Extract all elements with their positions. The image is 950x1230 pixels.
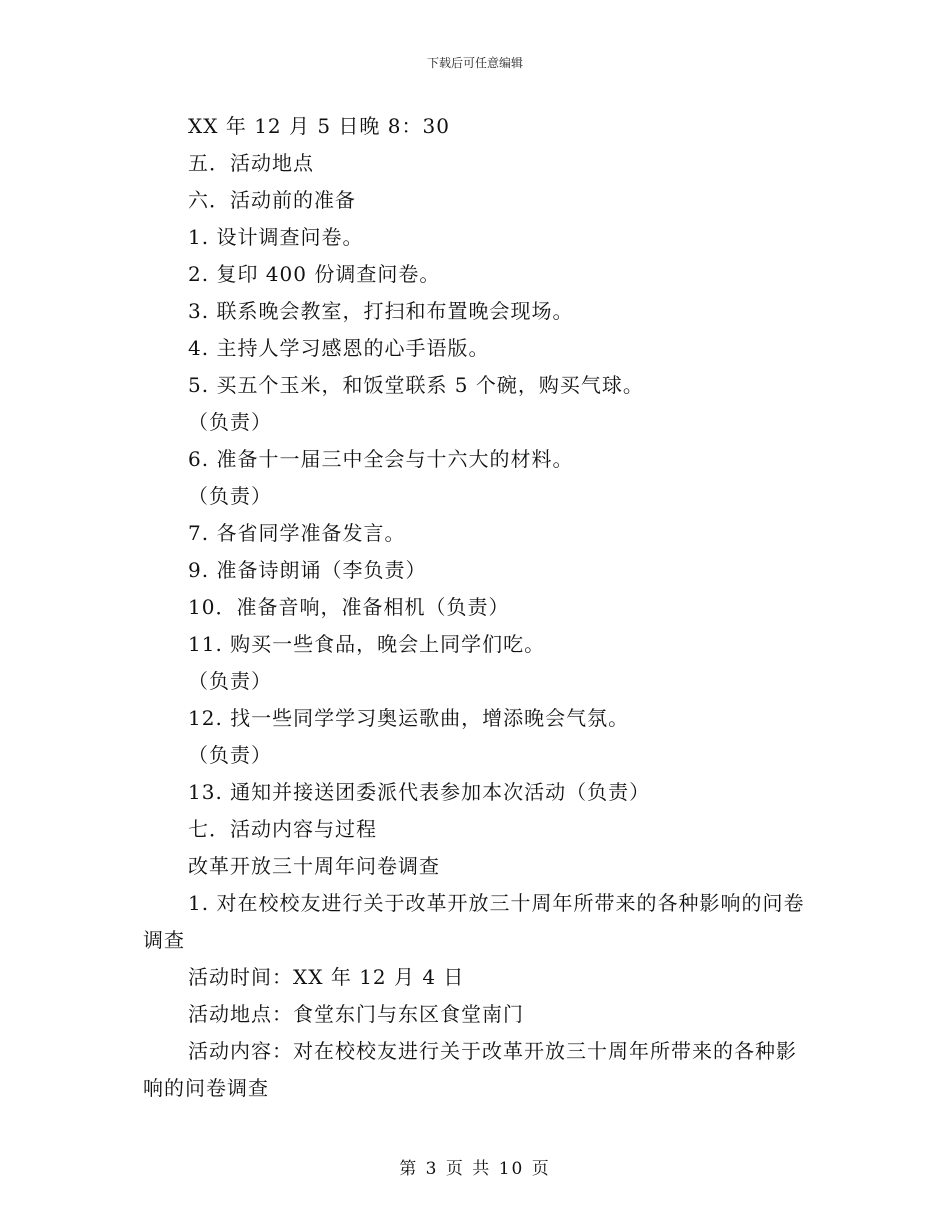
text-line: 活动时间：XX 年 12 月 4 日 xyxy=(188,965,465,989)
list-item: 4. 主持人学习感恩的心手语版。 xyxy=(188,336,490,360)
text-line: 活动地点：食堂东门与东区食堂南门 xyxy=(188,1002,524,1026)
page-footer: 第 3 页 共 10 页 xyxy=(399,1159,551,1179)
list-item: 13. 通知并接送团委派代表参加本次活动（负责） xyxy=(188,780,651,804)
responsible-note: （负责） xyxy=(188,669,272,693)
list-item: 6. 准备十一届三中全会与十六大的材料。 xyxy=(188,447,574,471)
section-heading: 七．活动内容与过程 xyxy=(188,817,377,841)
paragraph: 1. 对在校校友进行关于改革开放三十周年所带来的各种影响的问卷调查 xyxy=(143,891,805,952)
list-item: 2. 复印 400 份调查问卷。 xyxy=(188,262,441,286)
list-item: 10．准备音响，准备相机（负责） xyxy=(188,595,510,619)
paragraph: 活动内容：对在校校友进行关于改革开放三十周年所带来的各种影响的问卷调查 xyxy=(143,1039,797,1100)
responsible-note: （负责） xyxy=(188,484,272,508)
section-heading: 五．活动地点 xyxy=(188,151,314,175)
list-item: 7. 各省同学准备发言。 xyxy=(188,521,406,545)
section-heading: 六．活动前的准备 xyxy=(188,188,356,212)
subsection-heading: 改革开放三十周年问卷调查 xyxy=(188,854,440,878)
list-item: 12. 找一些同学学习奥运歌曲，增添晚会气氛。 xyxy=(188,706,630,730)
page-header: 下载后可任意编辑 xyxy=(426,56,523,70)
list-item: 1. 设计调查问卷。 xyxy=(188,225,364,249)
list-item: 5. 买五个玉米，和饭堂联系 5 个碗，购买气球。 xyxy=(188,373,644,397)
text-line: XX 年 12 月 5 日晚 8：30 xyxy=(188,114,450,138)
list-item: 9. 准备诗朗诵（李负责） xyxy=(188,558,427,582)
list-item: 3. 联系晚会教室，打扫和布置晚会现场。 xyxy=(188,299,574,323)
responsible-note: （负责） xyxy=(188,410,272,434)
responsible-note: （负责） xyxy=(188,743,272,767)
document-body xyxy=(143,108,808,1107)
list-item: 11. 购买一些食品，晚会上同学们吃。 xyxy=(188,632,546,656)
